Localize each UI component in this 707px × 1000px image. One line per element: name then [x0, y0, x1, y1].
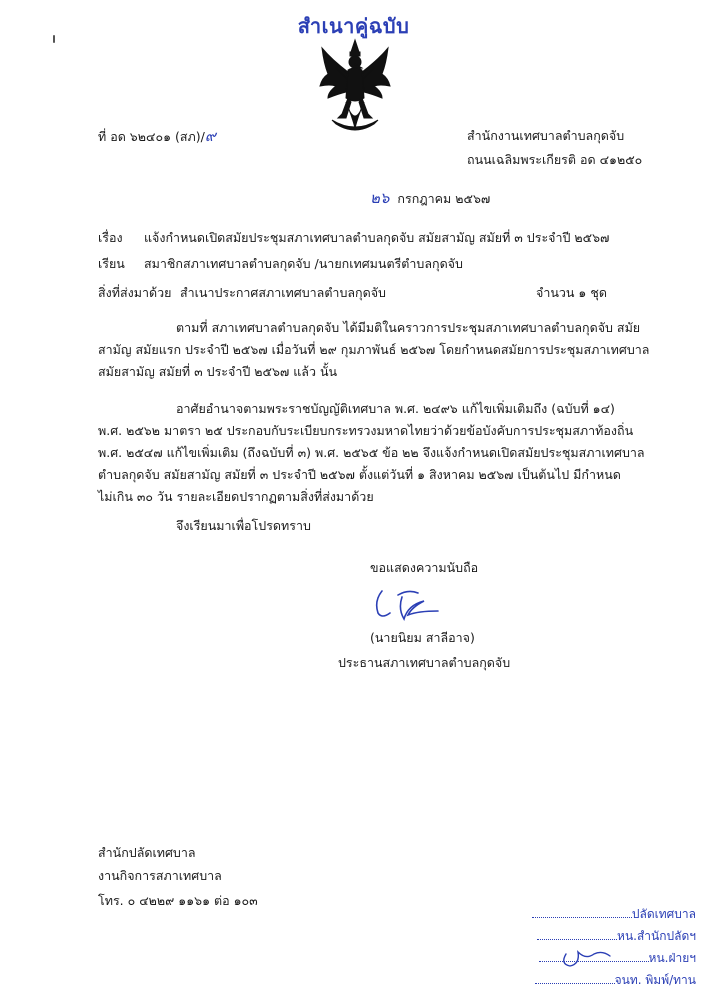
recipient-text: สมาชิกสภาเทศบาลตำบลกุดจับ /นายกเทศมนตรีตำบลกุดจับ [144, 256, 463, 271]
initials-mark-icon [556, 934, 616, 974]
body-para2-line4: ตำบลกุดจับ สมัยสามัญ สมัยที่ ๓ ประจำปี ๒๕๖๗ ตั้งแต่วันที่ ๑ สิงหาคม ๒๕๖๗ เป็นต้นไป มีกำหนด [98, 467, 621, 482]
routing-line-3: หน.ฝ่ายฯ [516, 950, 696, 966]
garuda-emblem-icon [318, 38, 392, 134]
closing-line: จึงเรียนมาเพื่อโปรดทราบ [176, 518, 311, 533]
salutation: ขอแสดงความนับถือ [370, 560, 479, 575]
footer-phone: โทร. ๐ ๔๒๒๙ ๑๑๖๑ ต่อ ๑๐๓ [98, 893, 258, 908]
subject-text: แจ้งกำหนดเปิดสมัยประชุมสภาเทศบาลตำบลกุดจับ สมัยสามัญ สมัยที่ ๓ ประจำปี ๒๕๖๗ [144, 230, 610, 245]
enclosure-quantity: จำนวน ๑ ชุด [536, 285, 607, 300]
recipient-label: เรียน [98, 256, 125, 271]
document-number: ที่ อด ๖๒๔๐๑ (สภ)/๙ [98, 127, 216, 145]
routing-line-4: จนท. พิมพ์/ทาน [516, 972, 696, 988]
handwritten-doc-number: ๙ [204, 127, 216, 145]
body-para2-line2: พ.ศ. ๒๕๖๒ มาตรา ๒๕ ประกอบกับระเบียบกระทรวงมหาดไทยว่าด้วยข้อบังคับการประชุมสภาท้องถิ่น [98, 423, 634, 438]
body-para2-line3: พ.ศ. ๒๕๔๗ แก้ไขเพิ่มเติม (ถึงฉบับที่ ๓) พ.ศ. ๒๕๖๕ ข้อ ๒๒ จึงแจ้งกำหนดเปิดสมัยประชุมสภาเทศบาล [98, 445, 645, 460]
body-para2-line1: อาศัยอำนาจตามพระราชบัญญัติเทศบาล พ.ศ. ๒๔๙๖ แก้ไขเพิ่มเติมถึง (ฉบับที่ ๑๔) [176, 401, 615, 416]
body-para1-line3: สมัยสามัญ สมัยที่ ๓ ประจำปี ๒๕๖๗ แล้ว นั้น [98, 364, 338, 379]
copy-stamp-title: สำเนาคู่ฉบับ [297, 14, 410, 38]
scan-speck [53, 35, 55, 43]
handwritten-date-day: ๒๖ [370, 189, 390, 207]
routing-line-2: หน.สำนักปลัดฯ [516, 928, 696, 944]
signatory-name: (นายนิยม สาลีอาจ) [370, 630, 475, 645]
body-para1-line2: สามัญ สมัยแรก ประจำปี ๒๕๖๗ เมื่อวันที่ ๒๙ กุมภาพันธ์ ๒๕๖๗ โดยกำหนดสมัยการประชุมสภาเทศบาล [98, 342, 650, 357]
routing-stamp [516, 906, 701, 996]
footer-department: สำนักปลัดเทศบาล [98, 845, 196, 860]
enclosure-label: สิ่งที่ส่งมาด้วย [98, 285, 172, 300]
office-name: สำนักงานเทศบาลตำบลกุดจับ [467, 128, 625, 143]
subject-label: เรื่อง [98, 230, 123, 245]
body-para1-line1: ตามที่ สภาเทศบาลตำบลกุดจับ ได้มีมติในคราวการประชุมสภาเทศบาลตำบลกุดจับ สมัย [176, 320, 641, 335]
enclosure-text: สำเนาประกาศสภาเทศบาลตำบลกุดจับ [180, 285, 386, 300]
footer-section: งานกิจการสภาเทศบาล [98, 868, 222, 883]
routing-line-1: ปลัดเทศบาล [516, 906, 696, 922]
signatory-position: ประธานสภาเทศบาลตำบลกุดจับ [338, 655, 511, 670]
document-date: ๒๖ กรกฎาคม ๒๕๖๗ [370, 189, 491, 207]
office-address: ถนนเฉลิมพระเกียรติ อด ๔๑๒๕๐ [467, 152, 643, 167]
body-para2-line5: ไม่เกิน ๓๐ วัน รายละเอียดปรากฏตามสิ่งที่ส่งมาด้วย [98, 489, 374, 504]
signature-mark-icon [368, 585, 458, 625]
